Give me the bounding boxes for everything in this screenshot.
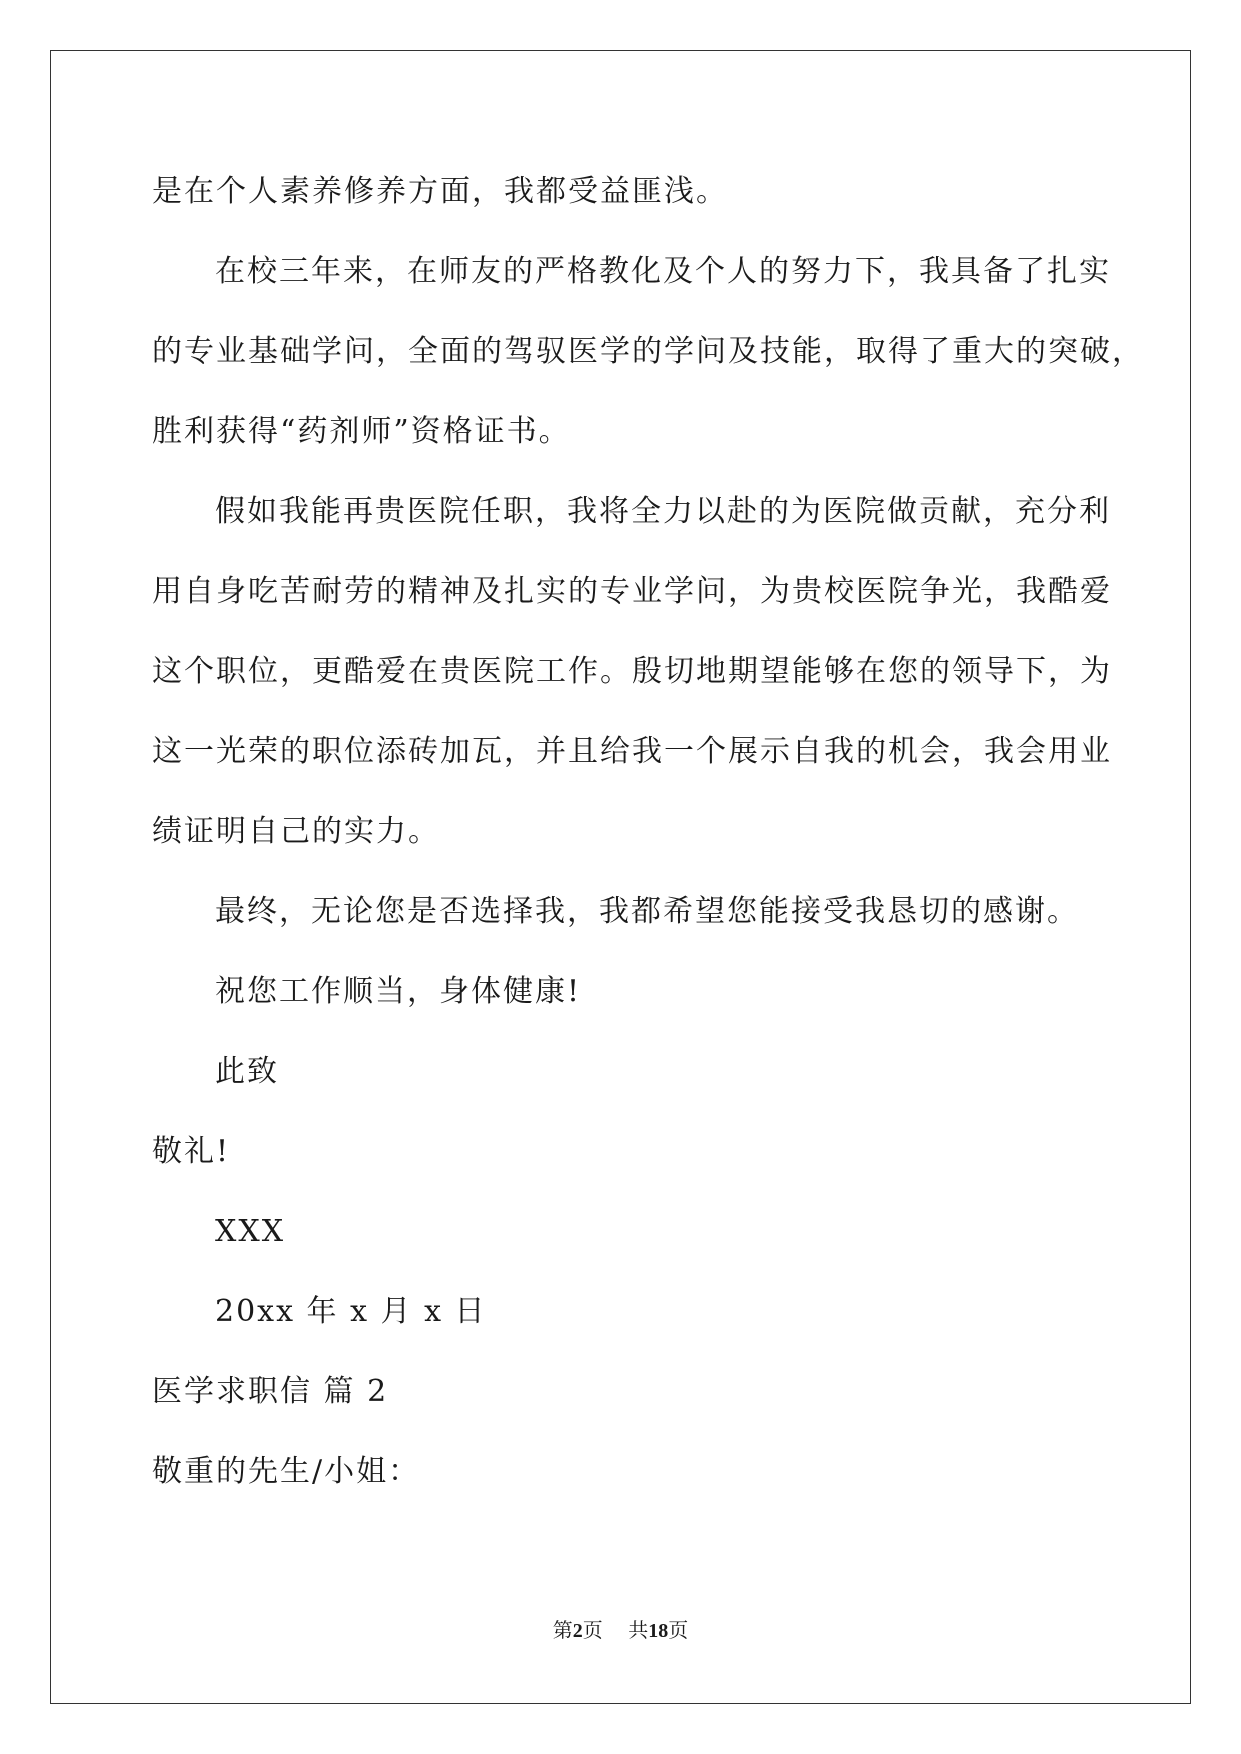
total-label-suffix: 页 — [668, 1618, 689, 1642]
page-label-prefix: 第 — [552, 1618, 573, 1642]
greeting: 敬重的先生/小姐： — [152, 1454, 421, 1489]
total-pages: 18 — [648, 1620, 669, 1642]
signature-date: 20xx 年 x 月 x 日 — [215, 1294, 487, 1329]
section-heading: 医学求职信 篇 2 — [152, 1374, 389, 1409]
text-line: 胜利获得“药剂师”资格证书。 — [152, 414, 571, 449]
page-number: 2 — [572, 1620, 583, 1642]
paragraph-start: 假如我能再贵医院任职，我将全力以赴的为医院做贡献，充分利 — [215, 494, 1111, 529]
text-line: 绩证明自己的实力。 — [152, 814, 440, 849]
salutation-regards: 敬礼! — [152, 1134, 231, 1169]
signature-name: XXX — [215, 1214, 286, 1249]
salutation-close: 此致 — [215, 1054, 279, 1089]
text-line: 用自身吃苦耐劳的精神及扎实的专业学问，为贵校医院争光，我酷爱 — [152, 574, 1112, 609]
paragraph-start: 在校三年来，在师友的严格教化及个人的努力下，我具备了扎实 — [215, 254, 1111, 289]
page-footer — [0, 1618, 1241, 1643]
text-line: 这个职位，更酷爱在贵医院工作。殷切地期望能够在您的领导下，为 — [152, 654, 1112, 689]
closing-wish: 祝您工作顺当，身体健康! — [215, 974, 582, 1009]
text-line: 是在个人素养修养方面，我都受益匪浅。 — [152, 174, 728, 209]
text-line: 这一光荣的职位添砖加瓦，并且给我一个展示自我的机会，我会用业 — [152, 734, 1112, 769]
total-label-prefix: 共 — [628, 1618, 649, 1642]
paragraph-start: 最终，无论您是否选择我，我都希望您能接受我恳切的感谢。 — [215, 894, 1079, 929]
page-label-suffix: 页 — [582, 1618, 603, 1642]
text-line: 的专业基础学问，全面的驾驭医学的学问及技能，取得了重大的突破， — [152, 334, 1144, 369]
